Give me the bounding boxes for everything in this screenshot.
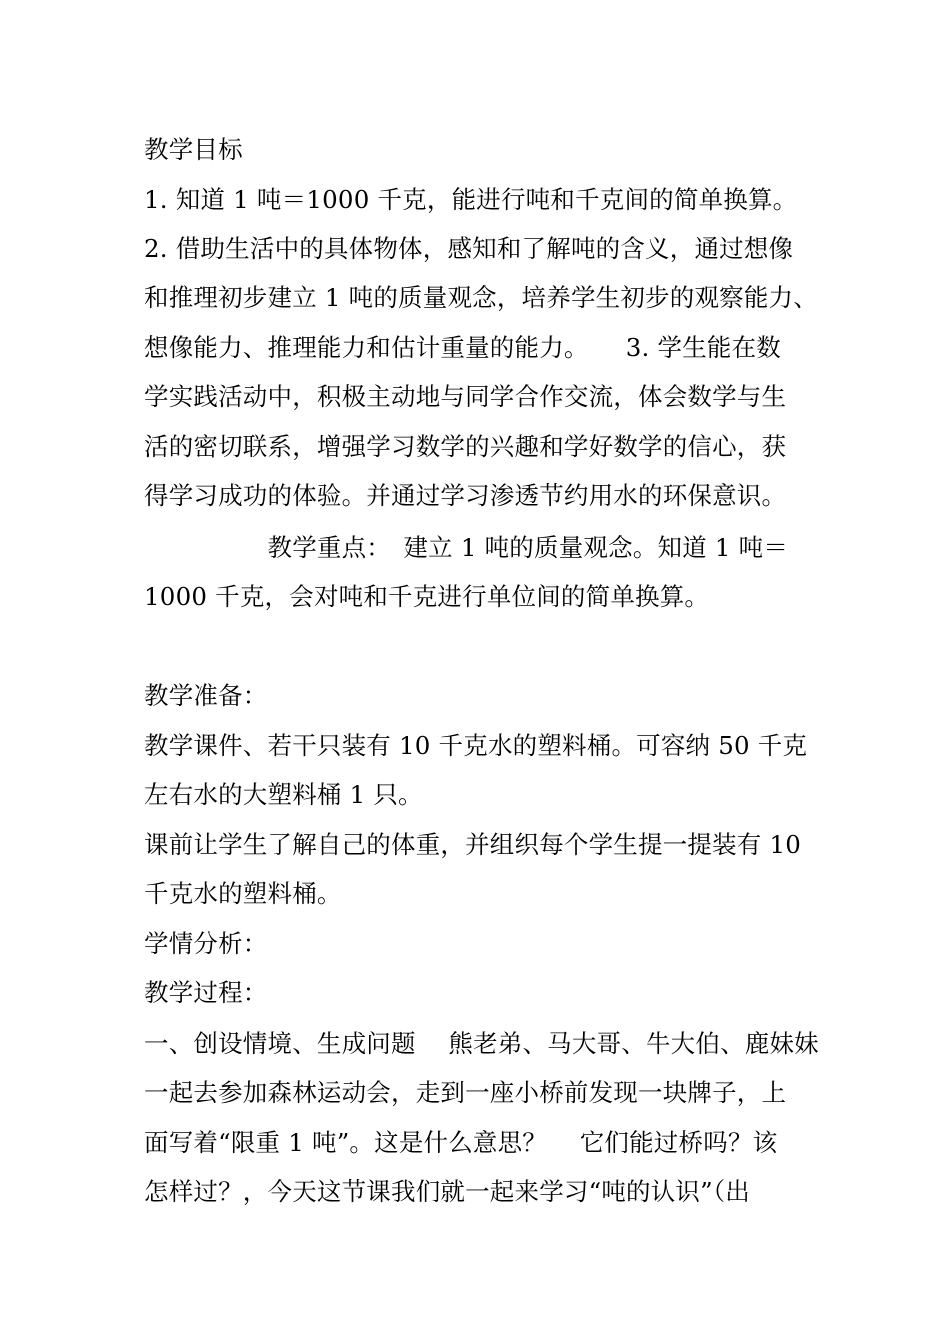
- preparation-text-line-4: 千克水的塑料桶。: [144, 879, 342, 908]
- objective-2-text-line-1: 2. 借助生活中的具体物体，感知和了解吨的含义，通过想像: [144, 234, 794, 263]
- heading-teaching-preparation: 教学准备：: [144, 681, 268, 710]
- process-section-1-line-4: 怎样过？，今天这节课我们就一起来学习“吨的认识”（出: [144, 1177, 750, 1206]
- objective-2-text-line-2: 和推理初步建立 1 吨的质量观念，培养学生初步的观察能力、: [144, 283, 818, 312]
- objective-1-text: 1. 知道 1 吨＝1000 千克，能进行吨和千克间的简单换算。: [144, 185, 798, 214]
- objective-3-text-line-3: 得学习成功的体验。并通过学习渗透节约用水的环保意识。: [144, 481, 787, 510]
- heading-learner-analysis: 学情分析：: [144, 929, 268, 958]
- objective-3-text-line-2: 活的密切联系，增强学习数学的兴趣和学好数学的信心，获: [144, 432, 787, 461]
- process-section-1-line-3: 面写着“限重 1 吨”。这是什么意思？ 它们能过桥吗？该: [144, 1128, 778, 1157]
- preparation-text-line-1: 教学课件、若干只装有 10 千克水的塑料桶。可容纳 50 千克: [144, 731, 808, 760]
- objective-3-text-line-1: 学实践活动中，积极主动地与同学合作交流，体会数学与生: [144, 382, 787, 411]
- objective-2-3-text-line: 想像能力、推理能力和估计重量的能力。 3. 学生能在数: [144, 333, 782, 362]
- teaching-focus-line-1: 教学重点： 建立 1 吨的质量观念。知道 1 吨＝: [144, 533, 789, 562]
- preparation-text-line-3: 课前让学生了解自己的体重，并组织每个学生提一提装有 10: [144, 830, 802, 859]
- process-section-1-line-1: 一、创设情境、生成问题 熊老弟、马大哥、牛大伯、鹿妹妹: [144, 1029, 819, 1058]
- heading-teaching-process: 教学过程：: [144, 978, 268, 1007]
- preparation-text-line-2: 左右水的大塑料桶 1 只。: [144, 780, 423, 809]
- heading-teaching-objectives: 教学目标: [144, 135, 243, 164]
- process-section-1-line-2: 一起去参加森林运动会，走到一座小桥前发现一块牌子，上: [144, 1078, 787, 1107]
- teaching-focus-line-2: 1000 千克，会对吨和千克进行单位间的简单换算。: [144, 582, 710, 611]
